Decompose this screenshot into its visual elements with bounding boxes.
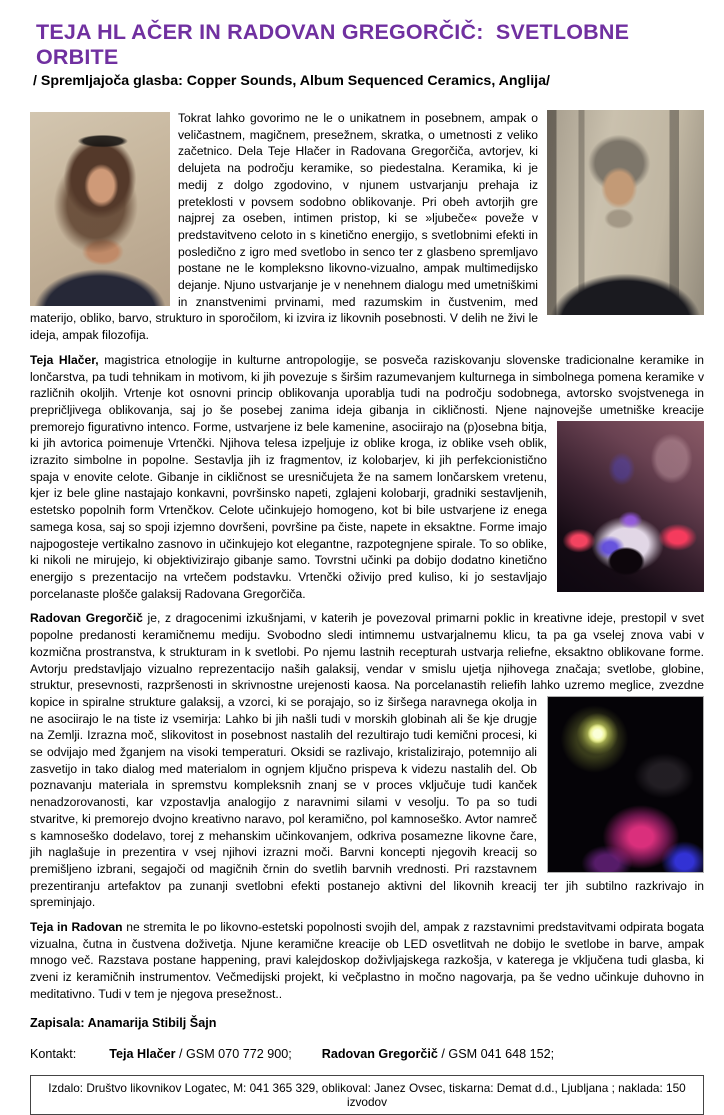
contact-name-radovan: Radovan Gregorčič <box>321 1046 438 1061</box>
intro-paragraph <box>30 110 704 344</box>
page-title: TEJA HL AČER IN RADOVAN GREGORČIČ: SVETLOBNE ORBITE <box>36 20 636 69</box>
radovan-text-2: se porajajo, so iz širšega naravnega okolja in ne asociirajo le na tiste iz vsemirja: Lahko bi jih našli tudi v morskih globinah ali še kje drugje na Zemlji. Izrazna moč, slikovitost in posebnost nastalih del rezultirajo tudi kemični procesi, ki se odvijajo med žganjem na visoki temperaturi. Oksidi se razlivajo, kristalizirajo, potemnijo ali zasvetijo in tako dialog med materialom in ognjem ključno prispeva k videzu nastalih del. Ob poznavanju materiala in spremstvu kompleksnih znanj se v proces vključuje tudi kanček nenadzorovanosti, kar vzpostavlja analogijo z naravnimi silami v vesolju. To pa so tudi stvaritve, ki premorejo dvojno kreativno naravo, pol keramično, pol kamnoseško. Avtor namreč s kamnoseško dodelavo, torej z mehanskim učinkovanjem, odkriva posamezne likovne čare, jih naglašuje in prezentira v vsej njihovi izrazni moči. Barvni koncepti njegovih kreacij so premišljeno izbrani, segajoči od magičnih črnin do svetlih barvnih vrednosti. Pri razstavnem prezentiranju artefaktov pa zunanji svetlobni efekti postanejo aktivni del likovnih kreacij ter jih subtilno razkrivajo in spreminjajo. <box>30 694 704 910</box>
page-subtitle: / Spremljajoča glasba: Copper Sounds, Album Sequenced Ceramics, Anglija/ <box>33 73 550 89</box>
contact-phone-teja: / GSM 070 772 900; <box>175 1046 292 1061</box>
photo-teja-hlacer <box>30 112 170 306</box>
teja-text-1: magistrica etnologije in kulturne antropologije, se posveča raziskovanju slovenske tradicionalne keramike in lončarstva, pa tudi tehnikam in motivom, ki jih povezuje s širšim razumevanjem kulturnega in simbolnega pomena keramike v različnih okoljih. Vrtenje kot osnovni princip oblikovanja uporablja tudi na področju sodobnega, avtorsko svojstvenega in prepričljivega oblikovanja, saj jo še posebej zanima ideja gibanja in cikličnosti. Njene najnovejše umetniške kreacije premorejo figurativno intenco. Forme, ustvarjene <box>30 352 704 434</box>
artwork-ceramic-light-sculpture <box>557 421 704 592</box>
artwork-porcelain-galaxy-relief <box>547 696 704 873</box>
imprint-text: Izdalo: Društvo likovnikov Logatec, M: 041 365 329, oblikoval: Janez Ovsec, tiskarna: Demat d.d., Ljubljana ; naklada: 150 izvodov <box>48 1080 686 1109</box>
author-line: Zapisala: Anamarija Stibilj Šajn <box>30 1015 217 1030</box>
radovan-text-1: je, z dragocenimi izkušnjami, v katerih je povezoval primarni poklic in kreativne ideje, prestopil v svet popolne predanosti keramičnemu mediju. Svobodno sledi intimnemu ustvarjalnemu klicu, ta pa ga vselej znova vabi v kozmična prostranstva, k strukturam in k svetlobi. Po njemu lastnih recepturah ustvarja reliefne, eksaktno oblikovane forme. Avtorju predstavljajo vizualno reprezentacijo naših galaksij, vendar v smislu ujetja njihovega značaja; svetlobe, globine, struktur, presevnosti, razpršenosti in skrivnostne urejenosti kaosa. Na porcelanastih reliefih lahko uzremo meglice, zvezdne kopice in spiralne strukture galaksij, a vzorci, ki <box>30 611 705 709</box>
teja-text-2: iz bele kamenine, asociirajo na (p)osebna bitja, ki jih avtorica poimenuje Vrtenčki. Njihova telesa izpeljuje iz oblike kroga, iz oblike vseh oblik, izrazito simbolne in popolne. Sestavlja jih iz fragmentov, iz kolobarjev, ki jih perfekcionistično spaja v enovite celote. Gibanje in cikličnost se uresničujeta že na samem lončarskem vretenu, kjer iz bele gline nastajajo konkavni, površinsko napeti, zglajeni kolobarji, gradniki sestavljenih, estetsko popolnih form Vrtenčkov. Celote učinkujejo homogeno, kot bi bile ustvarjene iz enega samega kosa, saj so spoji izjemno dovršeni, površine pa čiste, napete in eksaktne. Forme imajo najpogosteje vertikalno zasnovo in učinkujejo kot elegantne, razpotegnjene spirale. To so oblike, ki nikoli ne mirujejo, ki objektivizirajo gibanje samo. Tovrstni učinki pa dobijo dodatno kinetično energijo s prezentacijo na vrtečem podstavku. Vrtenčki oživijo pred kuliso, ki jo sestavljajo porcelanaste plošče galaksij Radovana Gregorčiča. <box>30 419 547 601</box>
radovan-paragraph <box>30 610 704 911</box>
teja-lead: Teja Hlačer, <box>30 352 99 367</box>
outro-text: ne stremita le po likovno-estetski popolnosti svojih del, ampak z razstavnimi predstavitvami odpirata bogata vizualna, čutna in čustvena doživetja. Njune keramične kreacije ob LED osvetlitvah ne dobijo le svetlobe in barve, ampak mnogo več. Razstava postane happening, pravi kalejdoskop doživljajskega razkošja, v katerega je vključena tudi glasba, ki zveni iz keramičnih instrumentov. Večmedijski projekt, ki večplastno in močno nagovarja, pa še vedno učinkuje duhovno in meditativno. Tudi v tem je njegova presežnost.. <box>30 920 704 1001</box>
outro-paragraph <box>30 919 704 1003</box>
imprint-box <box>30 1075 704 1115</box>
teja-paragraph <box>30 352 704 603</box>
contact-name-teja: Teja Hlačer <box>109 1046 176 1061</box>
contact-line <box>30 1046 704 1062</box>
radovan-lead: Radovan Gregorčič <box>30 611 143 626</box>
photo-radovan-gregorcic <box>547 110 704 315</box>
contact-label: Kontakt: <box>30 1046 77 1061</box>
contact-phone-radovan: / GSM 041 648 152; <box>437 1046 555 1061</box>
intro-text: Tokrat lahko govorimo ne le o unikatnem in posebnem, ampak o veličastnem, magičnem, presežnem, skratka, o umetnosti z veliko začetnico. Dela Teje Hlačer in Radovana Gregorčiča, avtorjev, ki delujeta na področju keramike, so piedestalna. Keramika, ki je medij z dolgo zgodovino, v njunem ustvarjanju prehaja iz preteklosti v povsem sodobno oblikovanje. Pri obeh avtorjih gre najprej za oseben, intimen pristop, ki se »ljubeče« poveže v predstavitveno celoto in s kinetično energijo, s svetlobnimi efekti in posledično z igro med svetlobo in senco ter z glasbeno spremljavo postane ne le kompleksno likovno-vizualno, ampak multimedijsko dejanje. Njuno ustvarjanje je v nenehnem dialogu med umetniškimi in znanstvenimi prvinami, med razumskim in čustvenim, med materijo, obliko, barvo, strukturo in sporočilom, ki izvira iz likovnih posebnosti. V delih ne živi le ideja, ampak filozofija. <box>30 111 538 343</box>
outro-lead: Teja in Radovan <box>30 920 123 935</box>
